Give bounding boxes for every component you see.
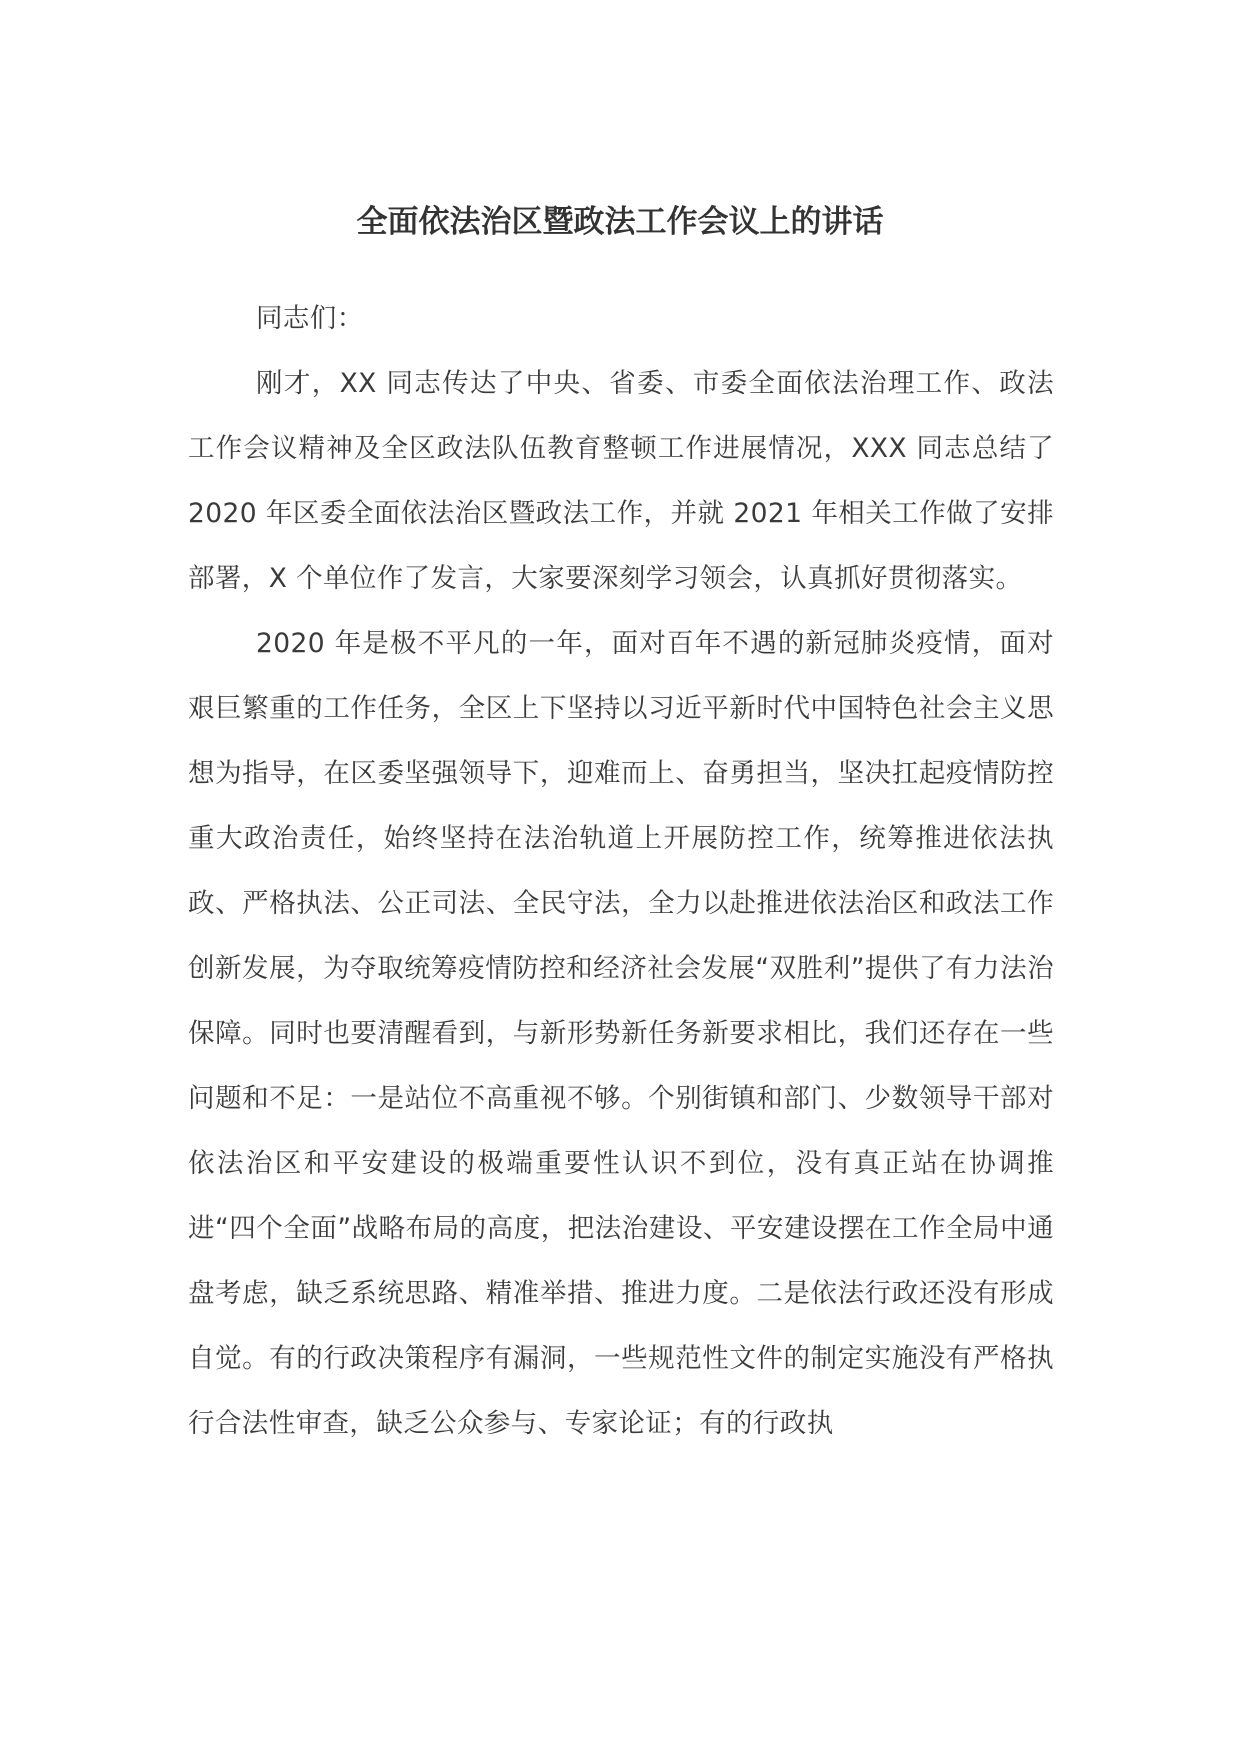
document-body xyxy=(188,286,1054,1456)
salutation-paragraph: 同志们： xyxy=(256,303,364,334)
body-paragraph-2: 2020 年是极不平凡的一年，面对百年不遇的新冠肺炎疫情，面对艰巨繁重的工作任务，全区上下坚持以习近平新时代中国特色社会主义思想为指导，在区委坚强领导下，迎难而上、奋勇担当，坚决扛起疫情防控重大政治责任，始终坚持在法治轨道上开展防控工作，统筹推进依法执政、严格执法、公正司法、全民守法，全力以赴推进依法治区和政法工作创新发展，为夺取统筹疫情防控和经济社会发展“双胜利”提供了有力法治保障。同时也要清醒看到，与新形势新任务新要求相比，我们还存在一些问题和不足：一是站位不高重视不够。个别街镇和部门、少数领导干部对依法治区和平安建设的极端重要性认识不到位，没有真正站在协调推进“四个全面”战略布局的高度，把法治建设、平安建设摆在工作全局中通盘考虑，缺乏系统思路、精准举措、推进力度。二是依法行政还没有形成自觉。有的行政决策程序有漏洞，一些规范性文件的制定实施没有严格执行合法性审查，缺乏公众参与、专家论证；有的行政执 xyxy=(188,628,1054,1439)
body-paragraph-1: 刚才，XX 同志传达了中央、省委、市委全面依法治理工作、政法工作会议精神及全区政法队伍教育整顿工作进展情况，XXX 同志总结了 2020 年区委全面依法治区暨政法工作，并就 2021 年相关工作做了安排部署，X 个单位作了发言，大家要深刻学习领会，认真抓好贯彻落实。 xyxy=(188,368,1054,594)
document-title: 全面依法治区暨政法工作会议上的讲话 xyxy=(356,204,884,240)
